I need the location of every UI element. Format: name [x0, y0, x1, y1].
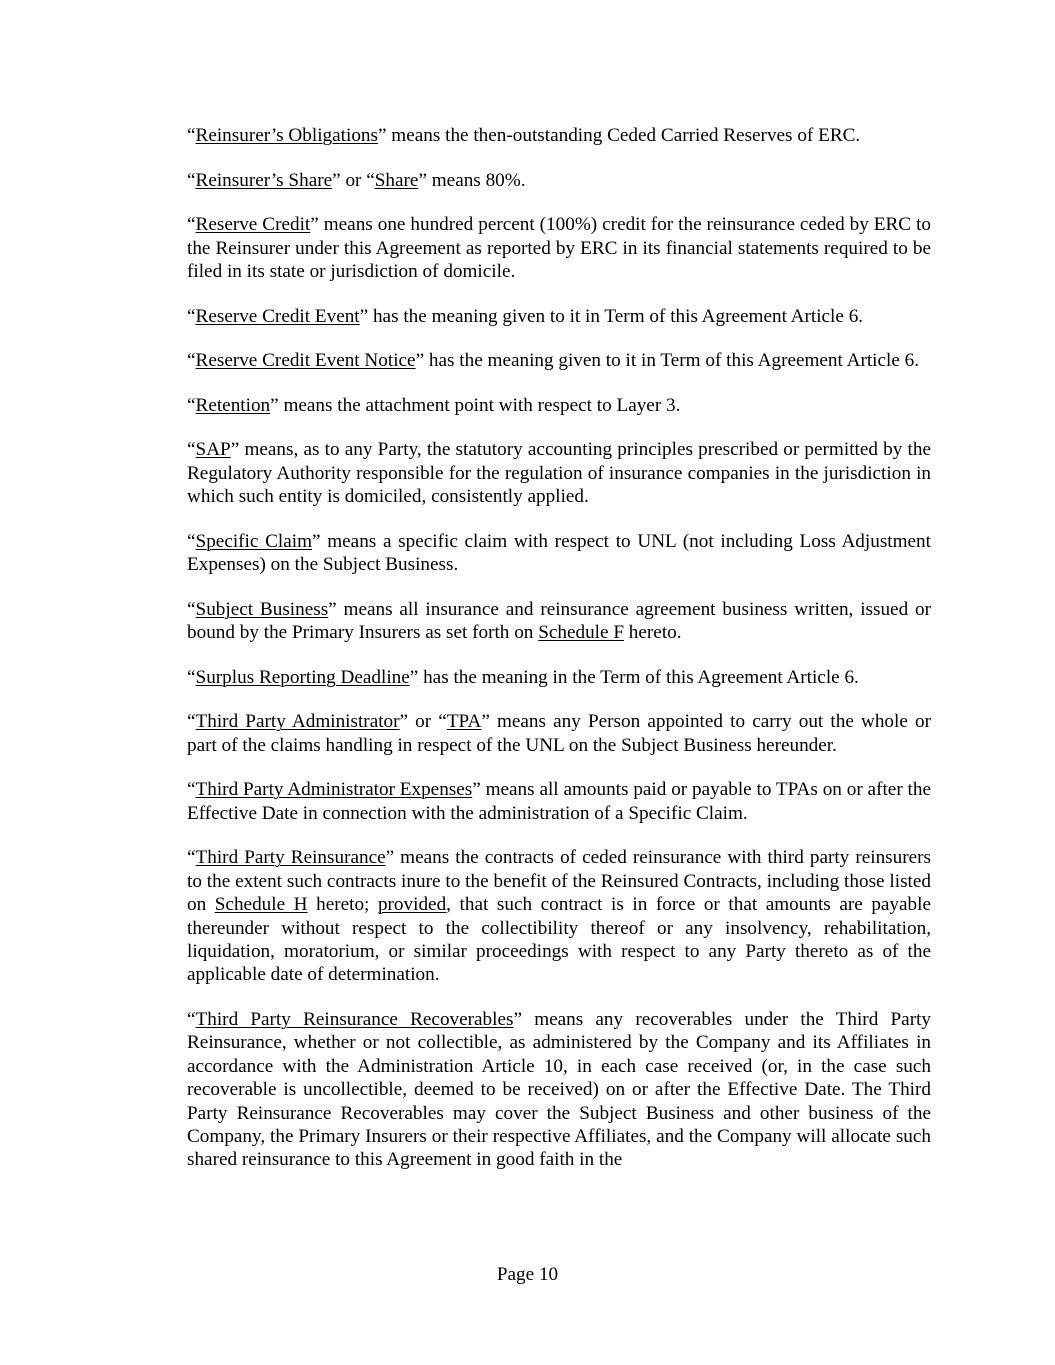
defined-term: Reserve Credit Event [195, 305, 360, 327]
defined-term: Reserve Credit Event Notice [195, 350, 416, 372]
definition-reserve-credit-event-notice: “Reserve Credit Event Notice” has the meaning given to it in Term of this Agreement Article 6. [187, 350, 920, 372]
defined-term: Third Party Administrator [195, 711, 400, 733]
page-number: Page 10 [496, 1264, 559, 1285]
definition-sap: “SAP” means, as to any Party, the statutory accounting principles prescribed or permitted by the Regulatory Authority responsible for the regulation of insurance companies in the jurisdiction in which such entity is domiciled, consistently applied. [187, 439, 931, 508]
defined-term: Reserve Credit [195, 214, 311, 236]
definition-third-party-administrator: “Third Party Administrator” or “TPA” means any Person appointed to carry out the whole or part of the claims handling in respect of the UNL on the Subject Business hereunder. [187, 711, 931, 756]
defined-term: Surplus Reporting Deadline [195, 666, 410, 688]
definition-reserve-credit-event: “Reserve Credit Event” has the meaning given to it in Term of this Agreement Article 6. [187, 305, 864, 327]
proviso-term: provided [377, 894, 447, 916]
defined-term: Share [374, 169, 419, 191]
defined-term: Reinsurer’s Obligations [195, 125, 378, 146]
definition-reinsurers-share: “Reinsurer’s Share” or “Share” means 80%. [187, 169, 526, 191]
defined-term: Third Party Administrator Expenses [195, 779, 473, 801]
definition-third-party-reinsurance: “Third Party Reinsurance” means the contracts of ceded reinsurance with third party reinsurers to the extent such contracts inure to the benefit of the Reinsured Contracts, including those listed on Schedule H hereto; provided, that such contract is in force or that amounts are payable thereunder without respect to the collectibility thereof or any insolvency, rehabilitation, liquidation, moratorium, or similar proceedings with respect to any Party thereto as of the applicable date of determination. [187, 847, 931, 986]
defined-term: Specific Claim [195, 530, 313, 552]
defined-term: Third Party Reinsurance Recoverables [195, 1009, 514, 1030]
definition-retention: “Retention” means the attachment point with respect to Layer 3. [187, 394, 681, 416]
defined-term: SAP [195, 439, 231, 461]
definition-specific-claim: “Specific Claim” means a specific claim with respect to UNL (not including Loss Adjustment Expenses) on the Subject Business. [187, 530, 931, 576]
definition-surplus-reporting-deadline: “Surplus Reporting Deadline” has the meaning in the Term of this Agreement Article 6. [187, 666, 859, 688]
document-body [187, 124, 931, 1193]
defined-term: Third Party Reinsurance [195, 847, 386, 869]
definition-third-party-reinsurance-recoverables: “Third Party Reinsurance Recoverables” means any recoverables under the Third Party Reinsurance, whether or not collectible, as administered by the Company and its Affiliates in accordance with the Administration Article 10, in each case received (or, in the case such recoverable is uncollectible, deemed to be received) on or after the Effective Date. The Third Party Reinsurance Recoverables may cover the Subject Business and other business of the Company, the Primary Insurers or their respective Affiliates, and the Company will allocate such shared reinsurance to this Agreement in good faith in the [187, 1009, 932, 1171]
defined-term: Subject Business [195, 598, 329, 620]
definition-reinsurers-obligations: “Reinsurer’s Obligations” means the then-outstanding Ceded Carried Reserves of ERC. [187, 125, 861, 146]
schedule-reference: Schedule F [538, 622, 624, 644]
definition-subject-business: “Subject Business” means all insurance and reinsurance agreement business written, issued or bound by the Primary Insurers as set forth on Schedule F hereto. [187, 598, 931, 644]
defined-term: TPA [446, 711, 482, 733]
definition-reserve-credit: “Reserve Credit” means one hundred percent (100%) credit for the reinsurance ceded by ERC to the Reinsurer under this Agreement as reported by ERC in its financial statements required to be filed in its state or jurisdiction of domicile. [187, 214, 931, 282]
defined-term: Retention [195, 394, 271, 416]
schedule-reference: Schedule H [214, 894, 308, 916]
definition-third-party-administrator-expenses: “Third Party Administrator Expenses” means all amounts paid or payable to TPAs on or after the Effective Date in connection with the administration of a Specific Claim. [187, 779, 931, 824]
defined-term: Reinsurer’s Share [195, 169, 333, 191]
